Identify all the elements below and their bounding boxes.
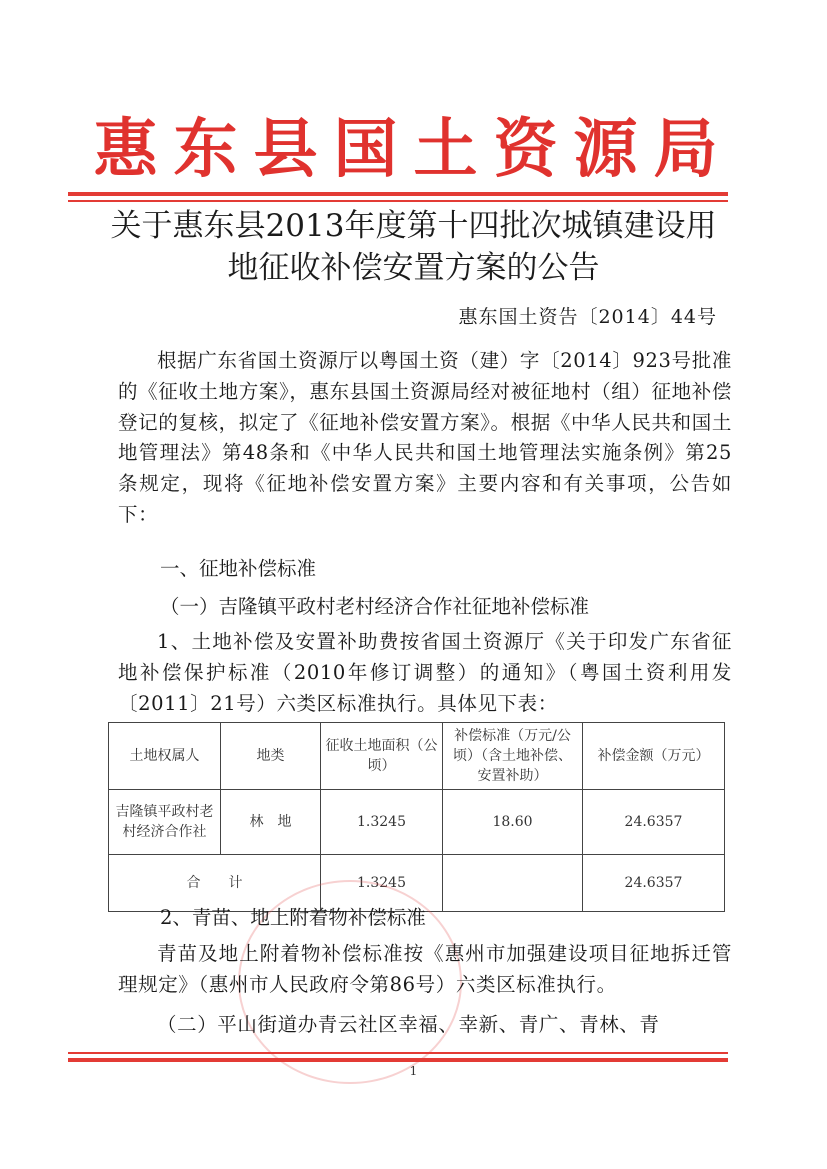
table-total-empty [443,855,583,912]
doc-number: 惠东国土资告〔2014〕44号 [458,306,717,328]
table-row [109,790,725,855]
table-header-cell: 土地权属人 [109,723,221,790]
table-cell-area: 1.3245 [321,790,443,855]
body-paragraph-1: 根据广东省国土资源厅以粤国土资（建）字〔2014〕923号批准的《征收土地方案》，惠东县国土资源局经对被征地村（组）征地补偿登记的复核，拟定了《征地补偿安置方案》。根据《中华人民共和国土地管理法》第48条和《中华人民共和国土地管理法实施条例》第25条规定，现将《征地补偿安置方案》主要内容和有关事项，公告如下： [118,349,732,526]
footer-rule-thin [68,1052,728,1054]
table-header-cell: 补偿标准（万元/公顷）（含土地补偿、安置补助） [443,723,583,790]
table-cell-land-type: 林 地 [221,790,321,855]
section-heading-1: 一、征地补偿标准 [160,557,317,580]
table-cell-owner: 吉隆镇平政村老村经济合作社 [109,790,221,855]
body-paragraph-3: 青苗及地上附着物补偿标准按《惠州市加强建设项目征地拆迁管理规定》（惠州市人民政府令第86号）六类区标准执行。 [118,942,732,996]
compensation-table [108,722,725,912]
footer-rule-thick [68,1058,728,1062]
table-total-label: 合 计 [109,855,321,912]
table-cell-amount: 24.6357 [583,790,725,855]
body-paragraph-2: 1、土地补偿及安置补助费按省国土资源厅《关于印发广东省征地补偿保护标准（2010年修订调整）的通知》（粤国土资利用发〔2011〕21号）六类区标准执行。具体见下表： [118,630,732,715]
page-number: 1 [409,1064,418,1078]
table-header-cell: 地类 [221,723,321,790]
body-paragraph-4: （二）平山街道办青云社区幸福、幸新、青广、青林、青 [157,1013,660,1036]
table-header-cell: 补偿金额（万元） [583,723,725,790]
table-header-row [109,723,725,790]
table-total-area: 1.3245 [321,855,443,912]
section-heading-2: （一）吉隆镇平政村老村经济合作社征地补偿标准 [160,595,590,618]
org-title: 惠东县国土资源局 [93,112,734,187]
table-total-amount: 24.6357 [583,855,725,912]
header-rule-thin [68,200,728,202]
section-heading-3: 2、青苗、地上附着物补偿标准 [160,906,426,929]
header-rule-thick [68,192,728,196]
doc-title-line2: 地征收补偿安置方案的公告 [227,250,600,286]
doc-title-line1: 关于惠东县2013年度第十四批次城镇建设用 [110,208,717,244]
table-header-cell: 征收土地面积（公顷） [321,723,443,790]
table-cell-standard: 18.60 [443,790,583,855]
